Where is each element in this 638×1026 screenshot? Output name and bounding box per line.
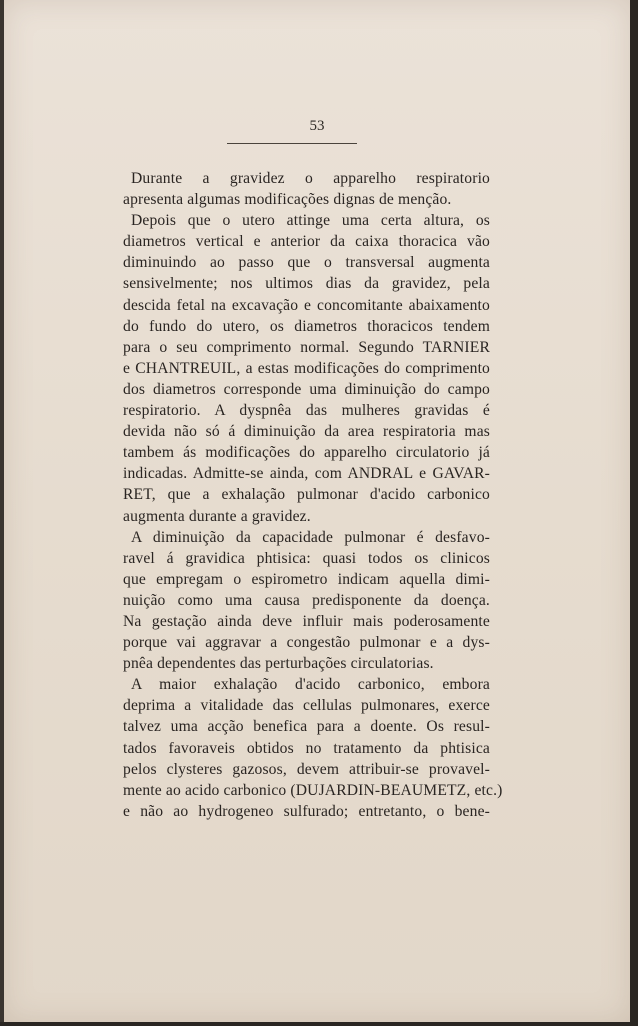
text-line: devida não só á diminuição da area respiratoria mas [123,423,490,441]
page-number: 53 [309,118,325,134]
text-line: RET, que a exhalação pulmonar d'acido carbonico [123,486,490,504]
text-line: mente ao acido carbonico (DUJARDIN-BEAUMETZ, etc.) [123,781,503,799]
text-line: diametros vertical e anterior da caixa thoracica vão [123,233,490,251]
text-line: do fundo do utero, os diametros thoracicos tendem [123,317,490,335]
text-line: indicadas. Admitte-se ainda, com ANDRAL e GAVAR- [123,465,490,483]
text-line: Durante a gravidez o apparelho respiratorio [131,170,490,187]
text-line: A maior exhalação d'acido carbonico, embora [131,676,490,694]
text-line: tambem ás modificações do apparelho circulatorio já [123,444,490,462]
text-line: nuição como uma causa predisponente da doença. [123,591,490,609]
text-line: ravel á gravidica phtisica: quasi todos os clinicos [123,549,490,567]
text-line: talvez uma acção benefica para a doente. Os resul- [123,718,490,736]
header-rule [227,143,357,144]
page-edge [630,0,638,1026]
body-text [123,168,503,822]
text-line: diminuindo ao passo que o transversal augmenta [123,254,490,272]
bottom-edge [0,1022,638,1026]
text-line: e CHANTREUIL, a estas modificações do comprimento [123,359,490,377]
text-line: respiratorio. A dyspnêa das mulheres gravidas é [123,402,490,420]
text-line: deprima a vitalidade das cellulas pulmonares, exerce [123,697,490,715]
text-line: augmenta durante a gravidez. [123,507,311,525]
text-line: porque vai aggravar a congestão pulmonar e a dys- [123,634,490,652]
text-line: que empregam o espirometro indicam aquella dimi- [123,570,490,588]
text-line: e não ao hydrogeneo sulfurado; entretanto, o bene- [123,802,490,820]
text-line: para o seu comprimento normal. Segundo TARNIER [123,338,490,356]
text-line: pnêa dependentes das perturbações circulatorias. [123,655,434,673]
book-page [4,0,630,1022]
text-line: Na gestação ainda deve influir mais poderosamente [123,612,490,630]
text-line: pelos clysteres gazosos, devem attribuir-se provavel- [123,760,490,778]
text-line: sensivelmente; nos ultimos dias da gravidez, pela [123,275,490,293]
text-line: Depois que o utero attinge uma certa altura, os [131,212,490,230]
text-line: tados favoraveis obtidos no tratamento da phtisica [123,739,490,757]
text-line: A diminuição da capacidade pulmonar é desfavo- [131,528,490,546]
text-line: descida fetal na excavação e concomitante abaixamento [123,296,490,314]
text-line: apresenta algumas modificações dignas de menção. [123,191,452,209]
text-line: dos diametros corresponde uma diminuição do campo [123,380,490,398]
